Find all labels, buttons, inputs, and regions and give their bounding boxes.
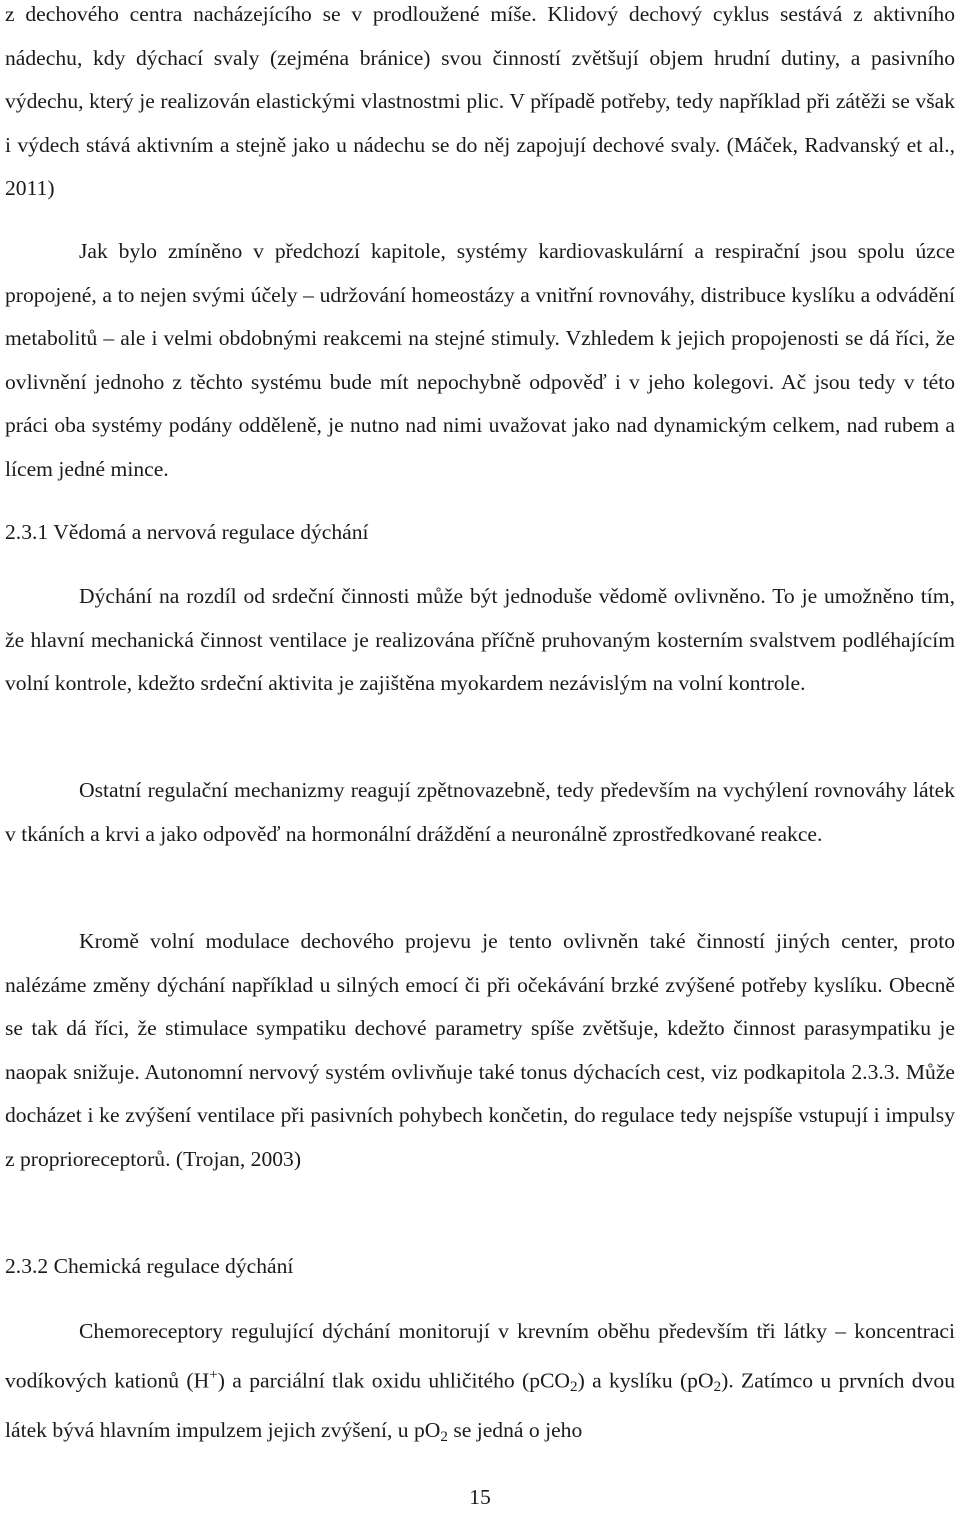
paragraph-system-connection	[5, 230, 955, 491]
paragraph-text: ) a kyslíku (pO	[577, 1367, 714, 1392]
paragraph-text: se jedná o jeho	[447, 1418, 583, 1443]
paragraph-feedback-mechanisms	[5, 769, 955, 856]
paragraph-voluntary-breathing	[5, 575, 955, 706]
superscript-plus: +	[209, 1366, 218, 1383]
paragraph-other-centers	[5, 920, 955, 1181]
paragraph-text: ). Zatímco u prvních dvou látek bývá hlavním impulzem jejich zvýšení, u pO	[5, 1367, 955, 1443]
paragraph-text: ) a parciální tlak oxidu uhličitého (pCO	[217, 1367, 571, 1392]
paragraph-text: Ostatní regulační mechanizmy reagují zpětnovazebně, tedy především na vychýlení rovnováhy látek v tkáních a krvi a jako odpověď na hormonální dráždění a neuronálně zprostředkované reakce.	[5, 778, 955, 846]
paragraph-text: Jak bylo zmíněno v předchozí kapitole, systémy kardiovaskulární a respirační jsou spolu úzce propojené, a to nejen svými účely – udržování homeostázy a vnitřní rovnováhy, distribuce kyslíku a odvádění metabolitů – ale i velmi obdobnými reakcemi na stejné stimuly. Vzhledem k jejich propojenosti se dá říci, že ovlivnění jednoho z těchto systému bude mít nepochybně odpověď i v jeho kolegovi. Ač jsou tedy v této práci oba systémy podány odděleně, je nutno nad nimi uvažovat jako nad dynamickým celkem, nad rubem a lícem jedné mince.	[5, 239, 955, 481]
page-number: 15	[469, 1485, 491, 1509]
section-heading-2-3-1: 2.3.1 Vědomá a nervová regulace dýchání	[5, 520, 369, 544]
subscript-two: 2	[440, 1428, 448, 1445]
paragraph-breathing-cycle	[5, 0, 955, 211]
section-heading-2-3-2: 2.3.2 Chemická regulace dýchání	[5, 1254, 294, 1278]
paragraph-chemoreceptors	[5, 1310, 955, 1459]
paragraph-text: Chemoreceptory regulující dýchání monitorují v krevním oběhu především tři látky – koncentraci vodíkových kationů (H	[5, 1319, 955, 1392]
paragraph-text: Kromě volní modulace dechového projevu je tento ovlivněn také činností jiných center, proto nalézáme změny dýchání například u silných emocí či při očekávání brzké zvýšené potřeby kyslíku. Obecně se tak dá říci, že stimulace sympatiku dechové parametry spíše zvětšuje, kdežto činnost parasympatiku je naopak snižuje. Autonomní nervový systém ovlivňuje také tonus dýchacích cest, viz podkapitola 2.3.3. Může docházet i ke zvýšení ventilace při pasivních pohybech končetin, do regulace tedy nejspíše vstupují i impulsy z proprioreceptorů. (Trojan, 2003)	[5, 929, 955, 1171]
subscript-two: 2	[570, 1378, 578, 1395]
subscript-two: 2	[713, 1378, 722, 1395]
paragraph-text: Dýchání na rozdíl od srdeční činnosti může být jednoduše vědomě ovlivněno. To je umožněno tím, že hlavní mechanická činnost ventilace je realizována příčně pruhovaným kosterním svalstvem podléhajícím volní kontrole, kdežto srdeční aktivita je zajištěna myokardem nezávislým na volní kontrole.	[5, 584, 955, 695]
paragraph-text: z dechového centra nacházejícího se v prodloužené míše. Klidový dechový cyklus sestává z aktivního nádechu, kdy dýchací svaly (zejména bránice) svou činností zvětšují objem hrudní dutiny, a pasivního výdechu, který je realizován elastickými vlastnostmi plic. V případě potřeby, tedy například při zátěži se však i výdech stává aktivním a stejně jako u nádechu se do něj zapojují dechové svaly. (Máček, Radvanský et al., 2011)	[5, 2, 955, 200]
